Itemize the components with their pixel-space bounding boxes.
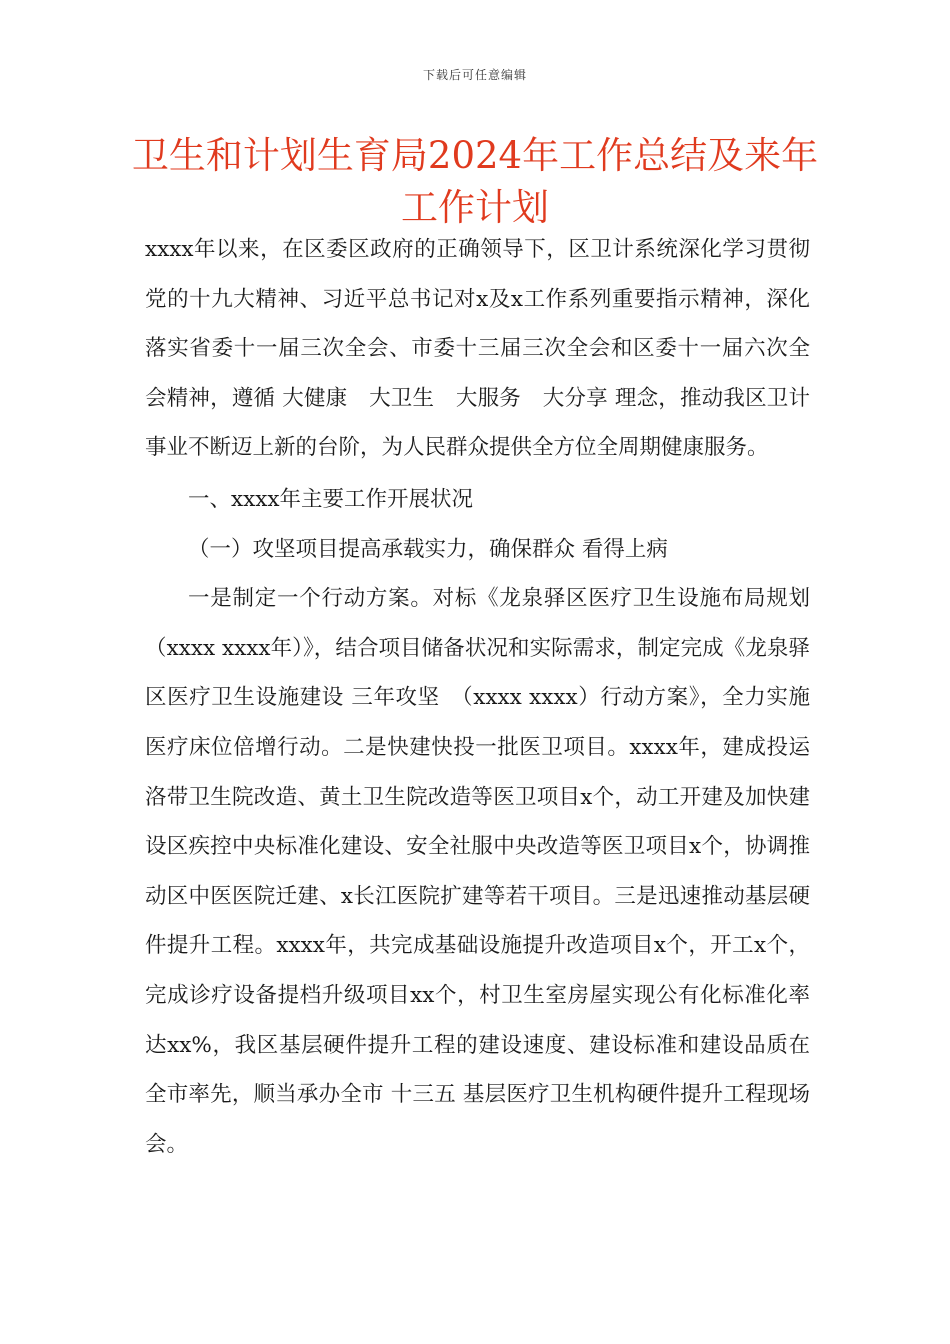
section-heading: 一、xxxx年主要工作开展状况	[188, 486, 474, 512]
subsection-heading: （一）攻坚项目提高承载实力，确保群众 看得上病	[188, 536, 668, 562]
header-note: 下载后可任意编辑	[422, 68, 527, 82]
paragraph-intro: xxxx年以来，在区委区政府的正确领导下，区卫计系统深化学习贯彻党的十九大精神、习近平总书记对x及x工作系列重要指示精神，深化落实省委十一届三次全会、市委十三届三次全会和区委十一届六次全会精神，遵循 大健康 大卫生 大服务 大分享 理念，推动我区卫计事业不断迈上新的台阶，为人民群众提供全方位全周期健康服务。	[145, 237, 810, 461]
document-title: 卫生和计划生育局2024年工作总结及来年工作计划	[131, 134, 819, 229]
document-body	[145, 225, 810, 1169]
paragraph-body: 一是制定一个行动方案。对标《龙泉驿区医疗卫生设施布局规划（xxxx xxxx年）》，结合项目储备状况和实际需求，制定完成《龙泉驿区医疗卫生设施建设 三年攻坚 （xxxx xxxx）行动方案》，全力实施医疗床位倍增行动。二是快建快投一批医卫项目。xxxx年，建成投运洛带卫生院改造、黄土卫生院改造等医卫项目x个，动工开建及加快建设区疾控中央标准化建设、安全社服中央改造等医卫项目x个，协调推动区中医医院迁建、x长江医院扩建等若干项目。三是迅速推动基层硬件提升工程。xxxx年，共完成基础设施提升改造项目x个，开工x个，完成诊疗设备提档升级项目xx个，村卫生室房屋实现公有化标准化率达xx%，我区基层硬件提升工程的建设速度、建设标准和建设品质在全市率先，顺当承办全市 十三五 基层医疗卫生机构硬件提升工程现场会。	[145, 586, 810, 1157]
